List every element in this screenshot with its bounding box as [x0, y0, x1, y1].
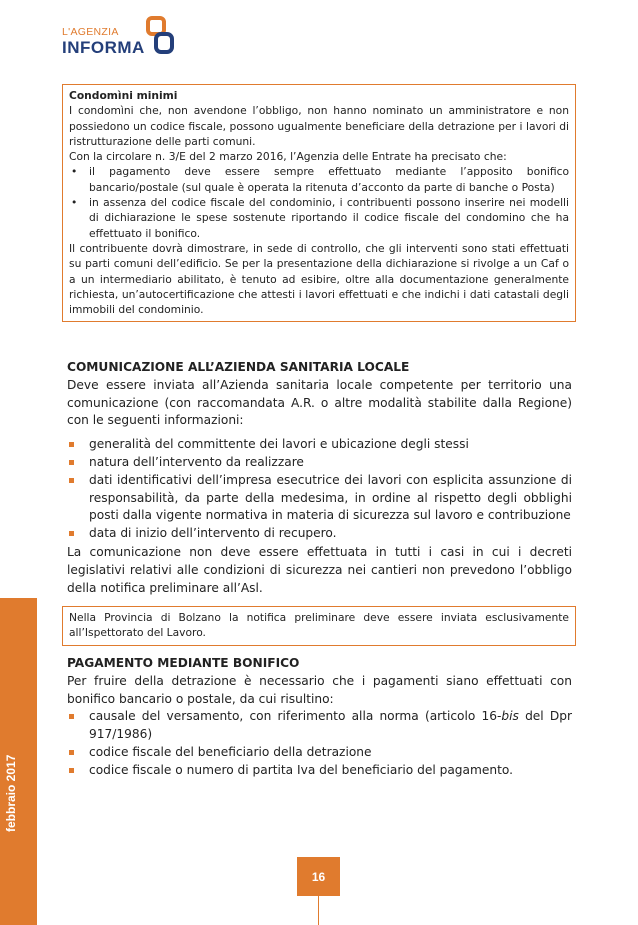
box-title: Condomìni minimi	[69, 89, 178, 102]
list-item: • il pagamento deve essere sempre effettuato mediante l’apposito bonifico bancario/postale (sul quale è operata la ritenuta d’acconto da parte di banche o Posta)	[69, 164, 569, 195]
bolzano-note-box	[62, 606, 576, 646]
page-number-line	[318, 896, 319, 925]
logo-mark-icon	[146, 16, 176, 56]
page-number: 16	[297, 857, 340, 896]
agenzia-informa-logo	[62, 16, 162, 60]
list-item: codice fiscale del beneficiario della detrazione	[67, 744, 572, 762]
list-item: codice fiscale o numero di partita Iva del beneficiario del pagamento.	[67, 762, 572, 780]
logo-top-text: L'AGENZIA	[62, 26, 119, 38]
section-paragraph: La comunicazione non deve essere effettuata in tutti i casi in cui i decreti legislativi relativi alle condizioni di sicurezza nei cantieri non prevedono l’obbligo della notifica preliminare all’Asl.	[67, 545, 572, 595]
box-paragraph: I condomìni che, non avendone l’obbligo, non hanno nominato un amministratore e non possiedono un codice fiscale, possono ugualmente beneficiare della detrazione per i lavori di ristrutturazione delle parti comuni.	[69, 104, 569, 148]
item-text: del Dpr 917/1986)	[89, 709, 572, 742]
bonifico-section	[67, 655, 572, 780]
list-item: • in assenza del codice fiscale del condominio, i contribuenti possono inserire nei modelli di dichiarazione le spese sostenute riportando il codice fiscale del condomino che ha effettuato il bonifico.	[69, 195, 569, 241]
list-item: natura dell’intervento da realizzare	[67, 454, 572, 472]
section-bullet-list	[67, 436, 572, 543]
list-item: data di inizio dell’intervento di recupero.	[67, 525, 572, 543]
item-italic: bis	[501, 709, 519, 724]
box-bullet-list	[69, 164, 569, 240]
condomini-minimi-box	[62, 84, 576, 322]
notifica-paragraph	[67, 544, 572, 597]
section-title: COMUNICAZIONE ALL’AZIENDA SANITARIA LOCALE	[67, 360, 410, 374]
box-paragraph: Con la circolare n. 3/E del 2 marzo 2016, l’Agenzia delle Entrate ha precisato che:	[69, 150, 507, 164]
section-title: PAGAMENTO MEDIANTE BONIFICO	[67, 656, 300, 670]
sidebar-date	[4, 802, 5, 832]
section-intro: Deve essere inviata all’Azienda sanitaria locale competente per territorio una comunicazione (con raccomandata A.R. o altre modalità stabilite dalla Regione) con le seguenti informazioni:	[67, 377, 572, 428]
box-paragraph: Nella Provincia di Bolzano la notifica preliminare deve essere inviata esclusivamente all’Ispettorato del Lavoro.	[69, 611, 569, 640]
list-item: dati identificativi dell’impresa esecutrice dei lavori con esplicita assunzione di responsabilità, da parte della medesima, in ordine al rispetto degli obblighi posti dalla vigente normativa in materia di sicurezza sul lavoro e contribuzione	[67, 472, 572, 525]
list-item	[67, 708, 572, 744]
item-text: causale del versamento, con riferimento alla norma (articolo 16-	[89, 709, 502, 724]
logo-bottom-text: INFORMA	[62, 38, 145, 57]
section-bullet-list	[67, 708, 572, 779]
box-paragraph: Il contribuente dovrà dimostrare, in sede di controllo, che gli interventi sono stati effettuati su parti comuni dell’edificio. Se per la presentazione della dichiarazione si rivolge a un Caf o a un intermediario abilitato, è tenuto ad esibire, oltre alla documentazione generalmente richiesta, un’autocertificazione che attesti i lavori effettuati e che indichi i dati catastali degli immobili del condominio.	[69, 241, 569, 317]
section-intro: Per fruire della detrazione è necessario che i pagamenti siano effettuati con bonifico bancario o postale, da cui risultino:	[67, 673, 572, 706]
list-item: generalità del committente dei lavori e ubicazione degli stessi	[67, 436, 572, 454]
asl-section	[67, 359, 572, 543]
